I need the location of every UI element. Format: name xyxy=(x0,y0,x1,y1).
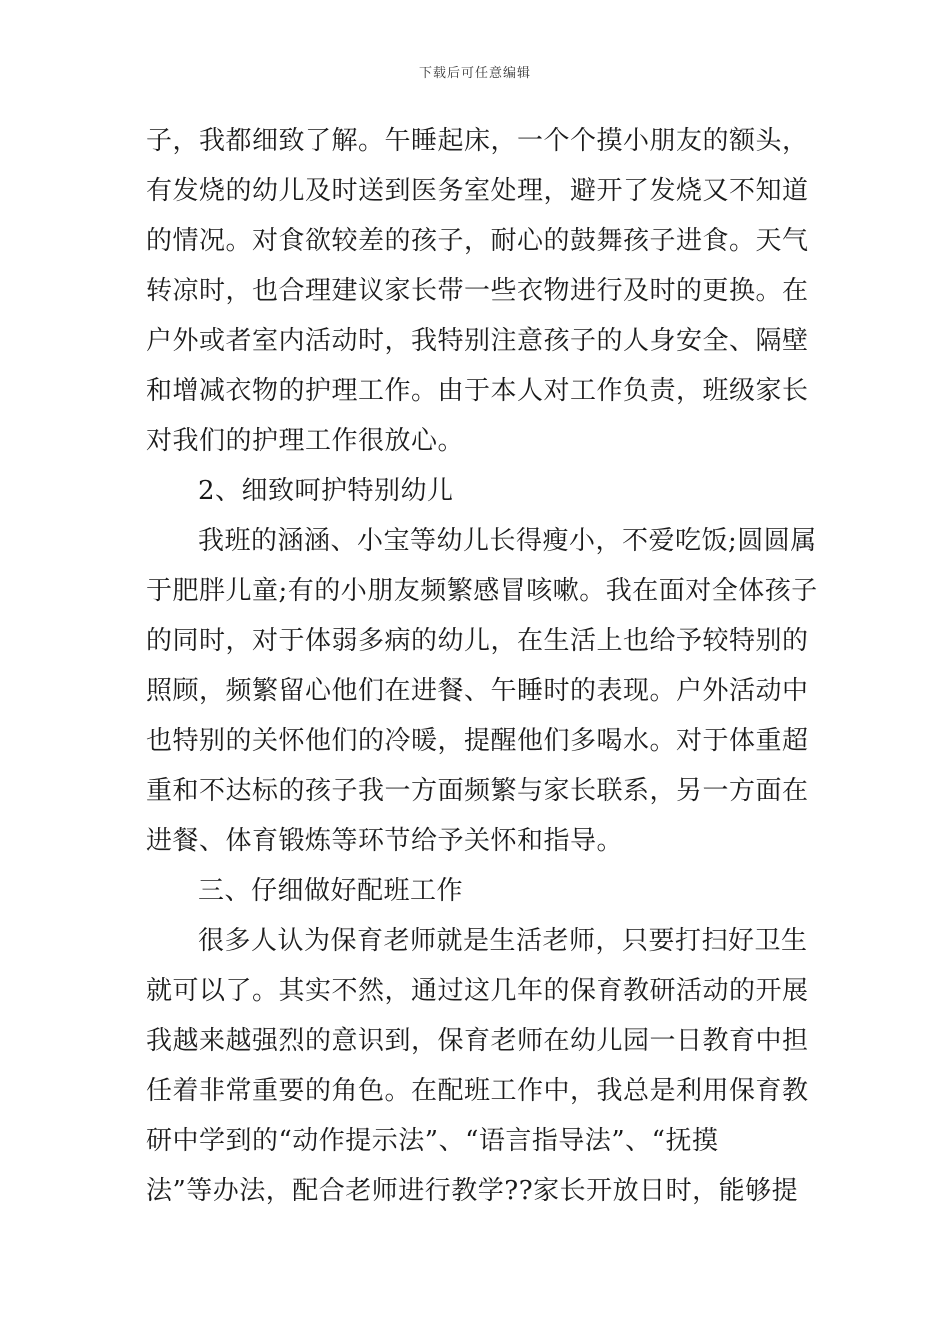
text-line: 很多人认为保育老师就是生活老师，只要打扫好卫生 xyxy=(198,926,808,956)
text-line: 也特别的关怀他们的冷暖，提醒他们多喝水。对于体重超 xyxy=(146,726,809,756)
paragraph xyxy=(146,116,810,466)
heading-line: 2、细致呵护特别幼儿 xyxy=(198,476,454,506)
heading-line: 三、仔细做好配班工作 xyxy=(198,876,464,906)
document-body xyxy=(146,116,818,1216)
text-line: 任着非常重要的角色。在配班工作中，我总是利用保育教 xyxy=(146,1076,809,1106)
text-line: 对我们的护理工作很放心。 xyxy=(146,426,465,456)
paragraph xyxy=(146,516,818,866)
text-line: 重和不达标的孩子我一方面频繁与家长联系，另一方面在 xyxy=(146,776,809,806)
text-line: 于肥胖儿童;有的小朋友频繁感冒咳嗽。我在面对全体孩子 xyxy=(146,576,818,606)
text-line: 我越来越强烈的意识到，保育老师在幼儿园一日教育中担 xyxy=(146,1026,809,1056)
text-line: 和增减衣物的护理工作。由于本人对工作负责，班级家长 xyxy=(146,376,809,406)
text-line: 法”等办法，配合老师进行教学??家长开放日时，能够提 xyxy=(146,1176,799,1206)
text-line: 转凉时，也合理建议家长带一些衣物进行及时的更换。在 xyxy=(146,276,809,306)
text-line: 就可以了。其实不然，通过这几年的保育教研活动的开展 xyxy=(146,976,809,1006)
text-line: 的情况。对食欲较差的孩子，耐心的鼓舞孩子进食。天气 xyxy=(146,226,809,256)
section-heading xyxy=(146,466,810,516)
text-line: 户外或者室内活动时，我特别注意孩子的人身安全、隔壁 xyxy=(146,326,809,356)
text-line: 的同时，对于体弱多病的幼儿，在生活上也给予较特别的 xyxy=(146,626,809,656)
text-line: 我班的涵涵、小宝等幼儿长得瘦小，不爱吃饭;圆圆属 xyxy=(198,526,817,556)
text-line: 照顾，频繁留心他们在进餐、午睡时的表现。户外活动中 xyxy=(146,676,809,706)
paragraph xyxy=(146,916,810,1216)
page-header-note: 下载后可任意编辑 xyxy=(418,66,531,81)
text-line: 有发烧的幼儿及时送到医务室处理，避开了发烧又不知道 xyxy=(146,176,809,206)
text-line: 进餐、体育锻炼等环节给予关怀和指导。 xyxy=(146,826,624,856)
text-line: 研中学到的“动作提示法”、“语言指导法”、“抚摸 xyxy=(146,1126,719,1156)
section-heading xyxy=(146,866,810,916)
text-line: 子，我都细致了解。午睡起床，一个个摸小朋友的额头， xyxy=(146,126,809,156)
